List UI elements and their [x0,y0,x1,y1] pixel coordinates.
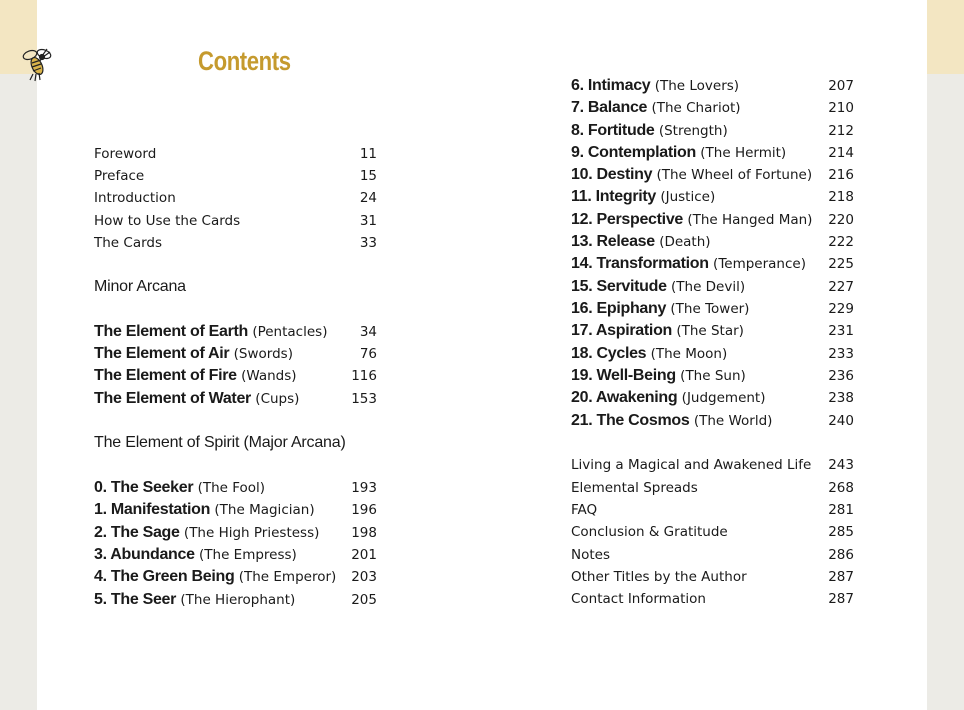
toc-entry-label [571,188,715,206]
toc-entry [571,590,854,612]
toc-entry-title: 16. Epiphany [571,300,667,317]
toc-entry-label [94,323,327,341]
toc-page-number: 193 [351,480,377,496]
toc-entry-label [571,166,812,184]
toc-page-number: 214 [828,145,854,161]
bee-icon [20,45,54,83]
toc-entry-subtitle: (Justice) [660,189,716,205]
toc-entry [571,166,854,188]
toc-page-number: 201 [351,547,377,563]
toc-entry [571,345,854,367]
toc-entry-subtitle: (Pentacles) [252,324,328,340]
toc-entry-title: 20. Awakening [571,389,678,406]
toc-entry [571,300,854,322]
toc-page-number: 76 [359,346,377,362]
toc-entry-label [571,144,786,162]
toc-entry-subtitle: Elemental Spreads [571,480,698,496]
toc-entry-title: 6. Intimacy [571,77,651,94]
toc-page-number: 236 [828,368,854,384]
toc-entry-subtitle: (The Empress) [199,547,297,563]
toc-entry [94,167,377,189]
toc-page-number: 243 [828,457,854,473]
toc-entry-label [94,278,186,296]
toc-entry [94,479,377,501]
toc-entry-subtitle: (Strength) [658,123,728,139]
toc-entry-subtitle: (The Hierophant) [180,592,296,608]
toc-entry-label [571,255,806,273]
toc-entry [571,122,854,144]
toc-entry-label [571,322,744,340]
toc-entry-title: 10. Destiny [571,166,653,183]
toc-entry-label [94,591,295,609]
toc-entry [571,211,854,233]
toc-entry [94,234,377,256]
toc-entry-subtitle: Living a Magical and Awakened Life [571,457,812,473]
toc-page-number: 287 [828,591,854,607]
toc-page-number: 33 [359,235,377,251]
toc-entry [571,523,854,545]
toc-entry-label [571,367,746,385]
toc-entry-label [571,77,739,95]
toc-entry-label [94,501,315,519]
toc-entry-title: 7. Balance [571,99,648,116]
toc-entry-subtitle: (The Moon) [650,346,728,362]
toc-entry [571,322,854,344]
toc-page-number: 205 [351,592,377,608]
toc-page-number: 231 [828,323,854,339]
toc-entry-label [571,590,706,608]
toc-section-heading [94,278,377,300]
toc-entry-label [571,479,698,497]
toc-entry-subtitle: (The Magician) [214,502,315,518]
toc-entry-title: 5. The Seer [94,591,177,608]
toc-entry-title: 17. Aspiration [571,322,673,339]
toc-page-number: 34 [359,324,377,340]
toc-entry [571,501,854,523]
right-margin-texture [927,0,964,710]
toc-entry [571,412,854,434]
toc-entry-subtitle: (The Emperor) [238,569,337,585]
toc-entry [94,145,377,167]
toc-page-number: 222 [828,234,854,250]
toc-entry-subtitle: (The Sun) [680,368,746,384]
toc-entry-subtitle: Other Titles by the Author [571,569,747,585]
toc-page-number: 116 [351,368,377,384]
toc-entry [94,189,377,211]
toc-entry-subtitle: Contact Information [571,591,706,607]
toc-entry [571,479,854,501]
toc-entry-label [571,278,745,296]
toc-entry-title: The Element of Water [94,390,251,407]
toc-entry [571,568,854,590]
toc-entry-title: The Element of Fire [94,367,237,384]
toc-entry-label [571,412,772,430]
toc-page-number: 229 [828,301,854,317]
toc-entry-label [94,145,156,163]
toc-entry-label [571,546,610,564]
toc-entry-subtitle: Foreword [94,146,157,162]
toc-entry [571,546,854,568]
toc-entry-title: 13. Release [571,233,655,250]
toc-page-number: 203 [351,569,377,585]
toc-entry-subtitle: Notes [571,547,610,563]
toc-entry [94,323,377,345]
toc-entry-subtitle: (Death) [659,234,711,250]
toc-entry-label [94,434,346,452]
toc-entry-label [94,212,240,230]
left-margin-texture [0,0,37,710]
toc-entry [571,77,854,99]
toc-entry-subtitle: (Cups) [255,391,300,407]
toc-entry [94,591,377,613]
toc-entry-label [571,523,728,541]
toc-entry [94,367,377,389]
toc-page-number: 240 [828,413,854,429]
toc-page-number: 24 [359,190,377,206]
toc-page-number: 227 [828,279,854,295]
toc-entry-title: 21. The Cosmos [571,412,690,429]
toc-entry-subtitle: Introduction [94,190,176,206]
toc-entry [571,233,854,255]
toc-entry-subtitle: Conclusion & Gratitude [571,524,728,540]
toc-page-number: 285 [828,524,854,540]
toc-entry-subtitle: (The World) [693,413,773,429]
toc-entry-label [571,300,749,318]
toc-entry-label [94,234,162,252]
toc-entry [571,456,854,478]
toc-entry-subtitle: Preface [94,168,145,184]
toc-entry-subtitle: (The Chariot) [651,100,741,116]
toc-entry-subtitle: (The Hermit) [700,145,787,161]
toc-page-number: 287 [828,569,854,585]
right-corner-tab [927,0,964,74]
toc-entry-label [571,456,811,474]
toc-entry [571,188,854,210]
toc-entry-label [94,390,299,408]
toc-entry-title: The Element of Earth [94,323,249,340]
toc-page-number: 268 [828,480,854,496]
toc-entry-title: 18. Cycles [571,345,647,362]
toc-entry-label [571,99,741,117]
toc-entry-label [571,211,812,229]
toc-entry-subtitle: (The High Priestess) [183,525,320,541]
toc-entry [571,99,854,121]
toc-entry-title: 15. Servitude [571,278,667,295]
toc-entry-label [571,501,597,519]
toc-entry-label [571,389,766,407]
toc-entry-subtitle: The Cards [94,235,163,251]
toc-section-heading [94,434,377,456]
toc-entry-subtitle: (Judgement) [681,390,766,406]
toc-entry-label [571,233,711,251]
toc-page-number: 216 [828,167,854,183]
toc-entry-title: 0. The Seeker [94,479,194,496]
toc-page-number: 281 [828,502,854,518]
toc-entry-label [94,167,144,185]
toc-entry-title: 8. Fortitude [571,122,655,139]
toc-entry [571,255,854,277]
toc-entry-subtitle: (The Fool) [197,480,266,496]
toc-entry-subtitle: (Wands) [241,368,297,384]
toc-entry [94,390,377,412]
toc-entry-subtitle: (Swords) [233,346,293,362]
toc-page-number: 220 [828,212,854,228]
toc-entry-title: 19. Well-Being [571,367,676,384]
toc-entry-subtitle: (The Lovers) [654,78,740,94]
toc-entry-subtitle: FAQ [571,502,598,518]
toc-page-number: 31 [359,213,377,229]
toc-entry-label [94,568,336,586]
toc-entry-title: 12. Perspective [571,211,684,228]
toc-entry-subtitle: (The Devil) [671,279,746,295]
toc-entry-label [94,189,176,207]
toc-entry-subtitle: (The Hanged Man) [687,212,813,228]
toc-page-number: 212 [828,123,854,139]
toc-entry-title: 2. The Sage [94,524,180,541]
toc-entry-label [571,345,727,363]
toc-entry-title: Minor Arcana [94,278,186,295]
toc-entry-label [94,524,319,542]
toc-page-number: 238 [828,390,854,406]
toc-page-number: 225 [828,256,854,272]
toc-page-number: 210 [828,100,854,116]
toc-page-number: 196 [351,502,377,518]
toc-entry-subtitle: (The Star) [676,323,744,339]
toc-entry [571,144,854,166]
toc-entry-label [94,367,297,385]
toc-entry-title: 9. Contemplation [571,144,696,161]
toc-entry-title: 3. Abundance [94,546,195,563]
toc-entry-title: The Element of Air [94,345,230,362]
toc-entry [94,501,377,523]
toc-page-number: 207 [828,78,854,94]
toc-entry [94,568,377,590]
toc-entry [571,389,854,411]
toc-page-number: 286 [828,547,854,563]
toc-entry-title: 14. Transformation [571,255,709,272]
page-title: Contents [198,46,291,76]
toc-entry-label [94,345,293,363]
toc-entry-label [94,479,265,497]
toc-page-number: 218 [828,189,854,205]
toc-page-number: 11 [359,146,377,162]
toc-page-number: 153 [351,391,377,407]
toc-page-number: 233 [828,346,854,362]
toc-entry-title: 11. Integrity [571,188,657,205]
toc-entry-title: The Element of Spirit (Major Arcana) [94,434,346,451]
toc-entry-title: 4. The Green Being [94,568,235,585]
toc-entry [94,212,377,234]
toc-entry-subtitle: (The Wheel of Fortune) [656,167,813,183]
toc-entry-subtitle: How to Use the Cards [94,213,241,229]
toc-entry-subtitle: (The Tower) [670,301,750,317]
toc-entry-subtitle: (Temperance) [713,256,806,272]
toc-page-number: 198 [351,525,377,541]
toc-entry [94,524,377,546]
toc-page-number: 15 [359,168,377,184]
toc-entry-label [571,568,747,586]
toc-entry [571,278,854,300]
toc-entry [571,367,854,389]
toc-entry [94,546,377,568]
toc-entry-label [94,546,297,564]
toc-entry-label [571,122,728,140]
toc-entry-title: 1. Manifestation [94,501,211,518]
toc-entry [94,345,377,367]
